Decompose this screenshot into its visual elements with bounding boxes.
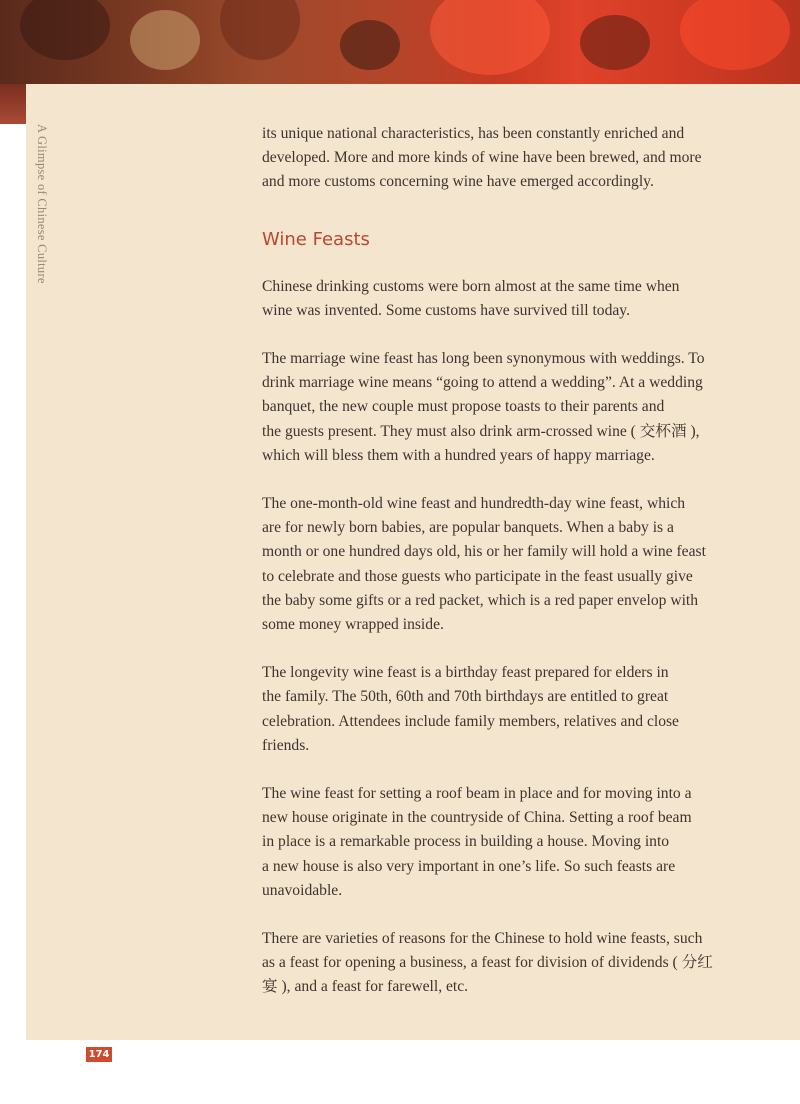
text-line: The wine feast for setting a roof beam in place and for moving into a <box>262 785 692 803</box>
text-line: wine was invented. Some customs have survived till today. <box>262 301 630 319</box>
text-line: drink marriage wine means “going to attend a wedding”. At a wedding <box>262 374 703 392</box>
text-line: Chinese drinking customs were born almost at the same time when <box>262 277 680 295</box>
text-line: the baby some gifts or a red packet, which is a red paper envelop with <box>262 591 699 609</box>
text-line: a new house is also very important in one’s life. So such feasts are <box>262 857 676 875</box>
page-content <box>262 122 762 1000</box>
header-banner-image <box>0 0 800 84</box>
text-line: in place is a remarkable process in building a house. Moving into <box>262 833 670 851</box>
paragraph-marriage-feast <box>262 347 762 468</box>
text-line: as a feast for opening a business, a feast for division of dividends ( 分红 <box>262 954 713 972</box>
paragraph-drinking-customs <box>262 275 762 323</box>
text-line: which will bless them with a hundred years of happy marriage. <box>262 446 655 464</box>
text-line: The marriage wine feast has long been synonymous with weddings. To <box>262 350 705 368</box>
text-line: celebration. Attendees include family members, relatives and close <box>262 712 679 730</box>
text-line: and more customs concerning wine have emerged accordingly. <box>262 173 654 191</box>
text-line: banquet, the new couple must propose toasts to their parents and <box>262 398 665 416</box>
text-line: developed. More and more kinds of wine have been brewed, and more <box>262 149 702 167</box>
text-line: The longevity wine feast is a birthday feast prepared for elders in <box>262 664 669 682</box>
section-heading: Wine Feasts <box>262 228 370 250</box>
running-side-title: A Glimpse of Chinese Culture <box>35 124 49 284</box>
paragraph-other-feasts <box>262 927 762 1000</box>
left-banner-strip <box>0 84 26 124</box>
text-line: 宴 ), and a feast for farewell, etc. <box>262 978 469 996</box>
text-line: new house originate in the countryside of China. Setting a roof beam <box>262 809 692 827</box>
text-line: some money wrapped inside. <box>262 616 444 634</box>
text-line: its unique national characteristics, has been constantly enriched and <box>262 125 685 142</box>
intro-paragraph <box>262 122 762 195</box>
text-line: There are varieties of reasons for the Chinese to hold wine feasts, such <box>262 930 703 948</box>
text-line: the family. The 50th, 60th and 70th birthdays are entitled to great <box>262 688 669 706</box>
text-line: month or one hundred days old, his or her family will hold a wine feast <box>262 543 706 561</box>
paragraph-roof-beam-feast <box>262 782 762 903</box>
text-line: to celebrate and those guests who participate in the feast usually give <box>262 567 693 585</box>
text-line: unavoidable. <box>262 881 343 899</box>
paragraph-longevity-feast <box>262 661 762 758</box>
text-line: the guests present. They must also drink arm-crossed wine ( 交杯酒 ), <box>262 422 700 440</box>
text-line: The one-month-old wine feast and hundredth-day wine feast, which <box>262 495 686 513</box>
text-line: friends. <box>262 736 310 754</box>
paragraph-baby-feast <box>262 492 762 637</box>
text-line: are for newly born babies, are popular banquets. When a baby is a <box>262 519 674 537</box>
page-number-badge: 174 <box>86 1047 112 1062</box>
